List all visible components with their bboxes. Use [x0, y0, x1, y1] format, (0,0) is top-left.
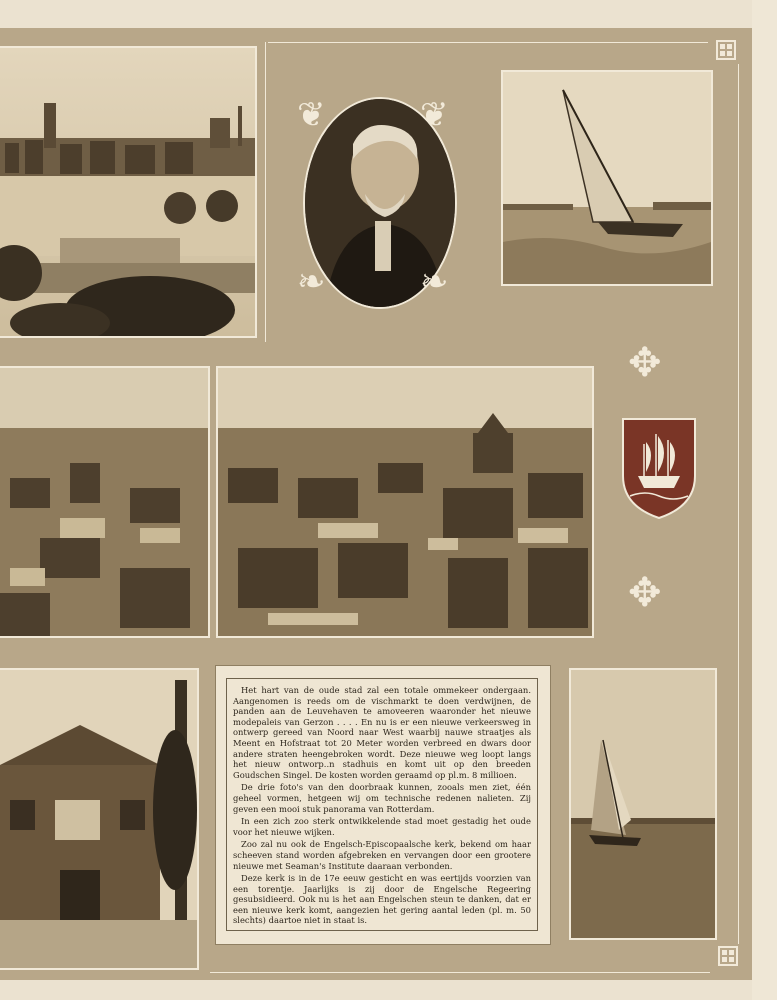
coat-of-arms-ship-icon — [620, 416, 698, 520]
article-paragraph: Zoo zal nu ook de Engelsch-Episcopaalsche kerk, bekend om haar scheeven stand worden afgebreken en vervangen door een grootere nieuwe met Seaman's Institute daaraan verbonden. — [233, 839, 531, 871]
corner-ornament-icon — [718, 946, 738, 966]
fleuron-icon: ✥ — [628, 570, 662, 616]
city-square-image — [0, 48, 255, 336]
article-paragraph: De drie foto's van den doorbraak kunnen, zooals men ziet, één geheel vormen, hetgeen wij om technische redenen nalieten. Zij geven een mooi stuk panorama van Rotterdam. — [233, 782, 531, 814]
ornament-corner-icon: ❧ — [420, 262, 449, 302]
photo-panorama-main — [216, 366, 594, 638]
article-text-box — [215, 665, 551, 945]
article-paragraph: Deze kerk is in de 17e eeuw gesticht en was eertijds voorzien van een torentje. Jaarlijks is zij door de Engelsche Regeering gesubsidieerd. Ook nu is het aan Engelschen steun te danken, dat er een nieuwe kerk komt, aangezien het gering aantal leden (pl. m. 50 slechts) daartoe niet in staat is. — [233, 873, 531, 926]
photo-panorama-left — [0, 366, 210, 638]
photo-small-sailboat — [569, 668, 717, 940]
photo-sailboat — [501, 70, 713, 286]
photo-city-square — [0, 46, 257, 338]
frame-line-mid — [265, 42, 266, 342]
sailboat-image — [503, 72, 711, 284]
ornament-corner-icon: ❦ — [420, 95, 449, 135]
ornament-corner-icon: ❦ — [297, 95, 326, 135]
frame-line-top — [268, 42, 708, 43]
corner-ornament-icon — [716, 40, 736, 60]
ornament-corner-icon: ❧ — [297, 262, 326, 302]
page-margin — [752, 0, 777, 1000]
frame-line-bottom — [210, 972, 710, 973]
article-paragraph: Het hart van de oude stad zal een totale ommekeer ondergaan. Aangenomen is reeds om de vischmarkt te doen verdwijnen, de panden aan de Leuvehaven te amoveeren waaronder het nieuwe modepaleis van Gerzon . . . . En nu is er een nieuwe verkeersweg in ontwerp gereed van Noord naar West waarbij nauwe straatjes als Meent en Hofstraat tot 20 Meter worden verbreed en dwars door andere straten heengebroken wordt. Deze nieuwe weg loopt langs het nieuw ontworp..n stadhuis en komt uit op den breeden Goudschen Singel. De kosten worden geraamd op pl.m. 8 millioen. — [233, 685, 531, 780]
article-body — [226, 678, 538, 931]
panorama-left-image — [0, 368, 208, 636]
photo-church — [0, 668, 199, 970]
small-sailboat-image — [571, 670, 715, 938]
article-paragraph: In een zich zoo sterk ontwikkelende stad moet gestadig het oude voor het nieuwe wijken. — [233, 816, 531, 837]
fleuron-icon: ✥ — [628, 340, 662, 386]
panorama-main-image — [218, 368, 592, 636]
church-image — [0, 670, 197, 968]
frame-line-right — [738, 64, 739, 944]
